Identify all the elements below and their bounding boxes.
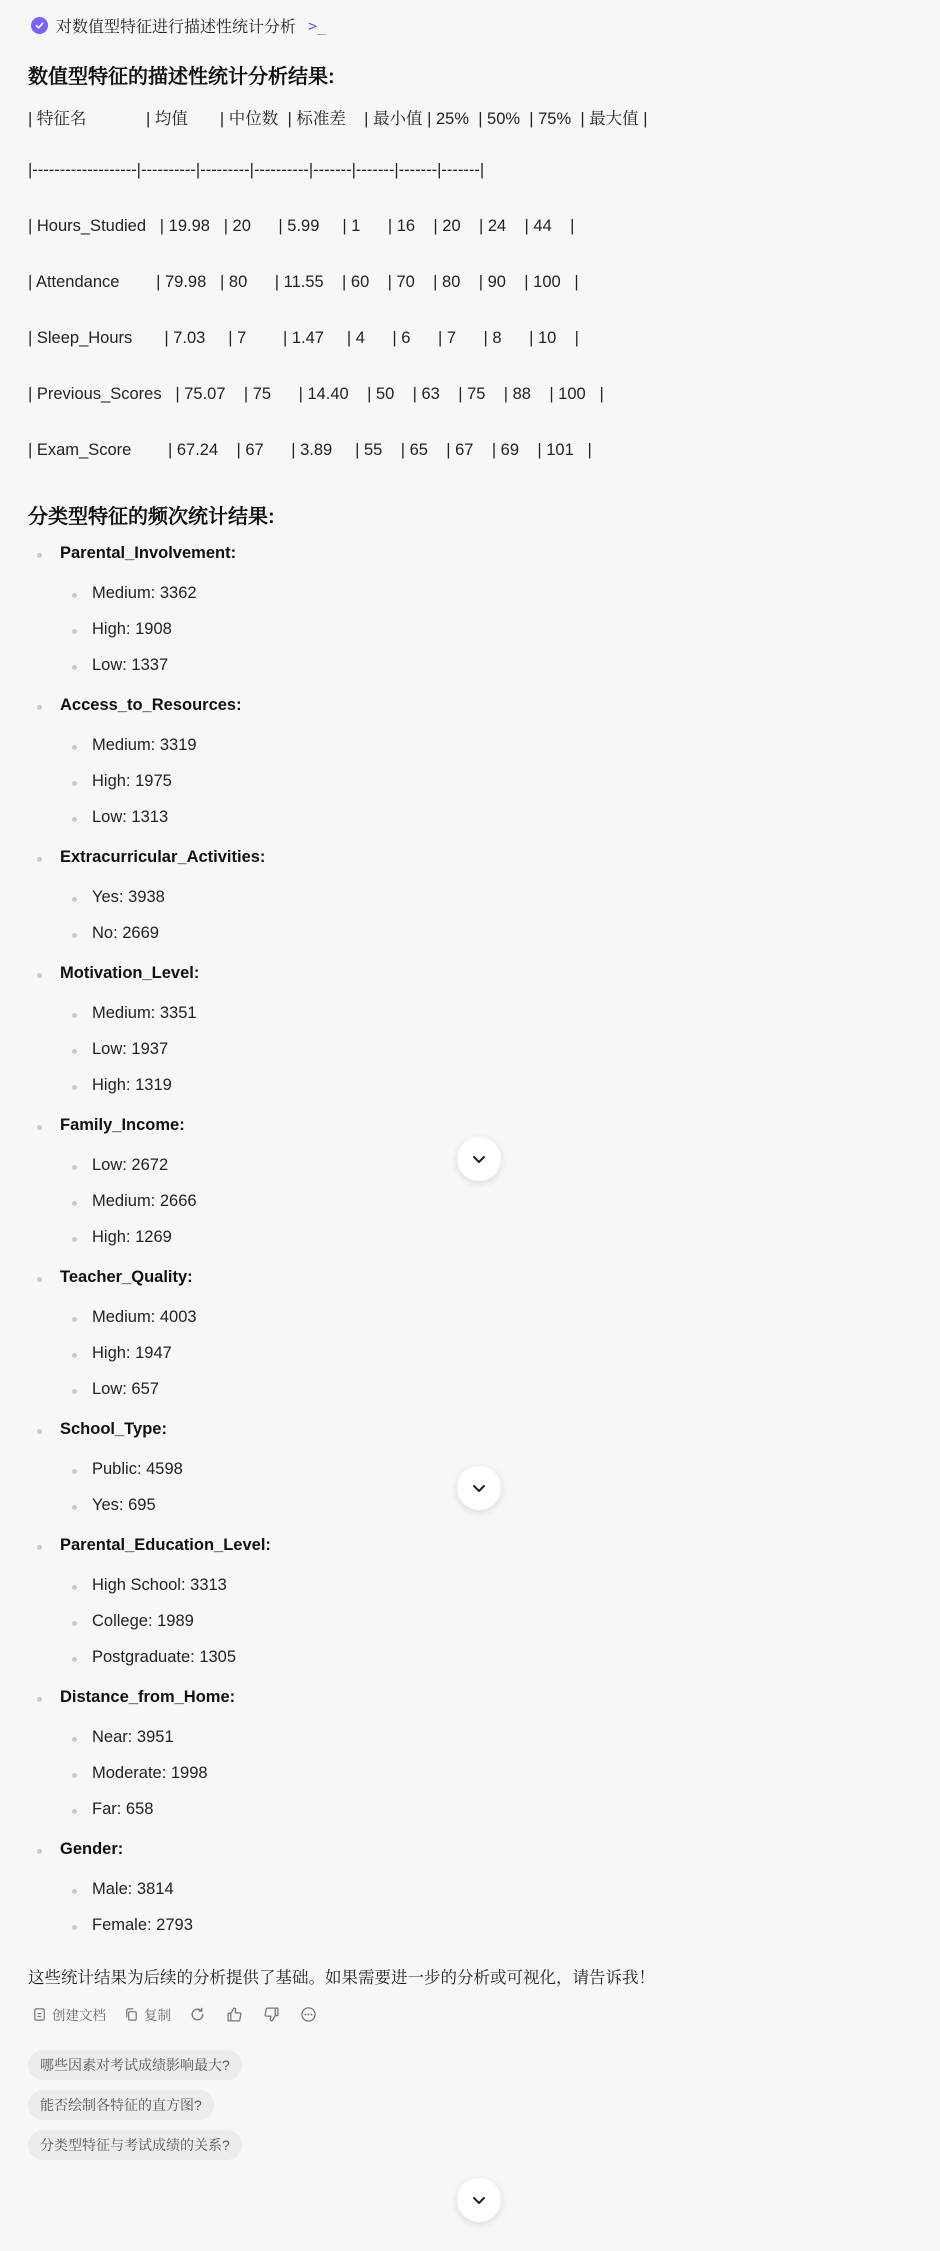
- tool-status-title: 对数值型特征进行描述性统计分析: [56, 19, 297, 36]
- thumbs-up-icon: [226, 2006, 243, 2023]
- thumbs-down-button[interactable]: [263, 2006, 280, 2023]
- category-name: Motivation_Level:: [60, 964, 200, 982]
- category-name: Gender:: [60, 1840, 124, 1858]
- tool-status[interactable]: [31, 14, 326, 37]
- bullet-dot: [72, 1773, 77, 1778]
- bullet-dot: [72, 1085, 77, 1090]
- category-name: School_Type:: [60, 1420, 167, 1438]
- create-doc-label: 创建文档: [52, 2008, 106, 2023]
- refresh-icon: [189, 2006, 206, 2023]
- table-line: | Exam_Score | 67.24 | 67 | 3.89 | 55 | 65 | 67 | 69 | 101 |: [28, 441, 592, 459]
- table-line: | 特征名 | 均值 | 中位数 | 标准差 | 最小值 | 25% | 50% | 75% | 最大值 |: [28, 110, 648, 128]
- chevron-down-icon: [470, 2191, 488, 2209]
- summary-text: 这些统计结果为后续的分析提供了基础。如果需要进一步的分析或可视化，请告诉我！: [28, 1969, 655, 1987]
- bullet-dot: [72, 665, 77, 670]
- bullet-dot: [37, 1849, 42, 1854]
- category-name: Family_Income:: [60, 1116, 185, 1134]
- category-value: Moderate: 1998: [92, 1764, 208, 1782]
- category-name: Distance_from_Home:: [60, 1688, 236, 1706]
- bullet-dot: [72, 1013, 77, 1018]
- table-line: |-------------------|----------|---------|----------|-------|-------|-------|-------|: [28, 161, 485, 179]
- bullet-dot: [72, 1353, 77, 1358]
- category-value: Low: 1937: [92, 1040, 169, 1058]
- category-value: High: 1319: [92, 1076, 172, 1094]
- suggestion-chip[interactable]: 能否绘制各特征的直方图?: [28, 2090, 214, 2120]
- bullet-dot: [72, 1165, 77, 1170]
- bullet-dot: [72, 897, 77, 902]
- regenerate-button[interactable]: [189, 2006, 206, 2023]
- bullet-dot: [37, 705, 42, 710]
- bullet-dot: [72, 1809, 77, 1814]
- category-value: Low: 1313: [92, 808, 169, 826]
- document-icon: [32, 2007, 47, 2022]
- category-value: Far: 658: [92, 1800, 154, 1818]
- category-value: Medium: 3351: [92, 1004, 197, 1022]
- copy-button[interactable]: [124, 2004, 171, 2024]
- category-value: College: 1989: [92, 1612, 194, 1630]
- category-value: High: 1947: [92, 1344, 172, 1362]
- table-line: | Hours_Studied | 19.98 | 20 | 5.99 | 1 | 16 | 20 | 24 | 44 |: [28, 217, 575, 235]
- bullet-dot: [72, 745, 77, 750]
- chevron-down-icon: [470, 1479, 488, 1497]
- bullet-dot: [72, 1237, 77, 1242]
- bullet-dot: [72, 1317, 77, 1322]
- bullet-dot: [72, 1621, 77, 1626]
- categorical-heading: 分类型特征的频次统计结果:: [28, 506, 275, 528]
- copy-icon: [124, 2007, 139, 2022]
- bullet-dot: [37, 1125, 42, 1130]
- chevron-down-icon: [470, 1150, 488, 1168]
- category-value: Near: 3951: [92, 1728, 174, 1746]
- category-value: Female: 2793: [92, 1916, 193, 1934]
- create-doc-button[interactable]: [32, 2004, 106, 2024]
- bullet-dot: [72, 1201, 77, 1206]
- bullet-dot: [72, 817, 77, 822]
- more-button[interactable]: [300, 2006, 317, 2023]
- thumbs-up-button[interactable]: [226, 2006, 243, 2023]
- numeric-heading: 数值型特征的描述性统计分析结果:: [28, 66, 335, 88]
- more-icon: [300, 2006, 317, 2023]
- category-name: Parental_Involvement:: [60, 544, 237, 562]
- bullet-dot: [72, 933, 77, 938]
- category-name: Parental_Education_Level:: [60, 1536, 271, 1554]
- category-value: High School: 3313: [92, 1576, 227, 1594]
- table-line: | Sleep_Hours | 7.03 | 7 | 1.47 | 4 | 6 | 7 | 8 | 10 |: [28, 329, 579, 347]
- category-value: Low: 2672: [92, 1156, 169, 1174]
- check-circle-icon: [31, 17, 48, 34]
- action-bar: [32, 2004, 337, 2024]
- category-value: Yes: 3938: [92, 888, 165, 906]
- category-value: Medium: 3362: [92, 584, 197, 602]
- bullet-dot: [37, 1277, 42, 1282]
- category-value: High: 1975: [92, 772, 172, 790]
- category-value: Postgraduate: 1305: [92, 1648, 237, 1666]
- category-name: Access_to_Resources:: [60, 696, 242, 714]
- category-value: Medium: 4003: [92, 1308, 197, 1326]
- category-name: Extracurricular_Activities:: [60, 848, 266, 866]
- bullet-dot: [72, 1657, 77, 1662]
- category-value: No: 2669: [92, 924, 159, 942]
- bullet-dot: [37, 973, 42, 978]
- bullet-dot: [37, 1697, 42, 1702]
- bullet-dot: [37, 1429, 42, 1434]
- bullet-dot: [72, 781, 77, 786]
- bullet-dot: [72, 593, 77, 598]
- bullet-dot: [72, 1389, 77, 1394]
- bullet-dot: [72, 1889, 77, 1894]
- copy-label: 复制: [144, 2008, 171, 2023]
- scroll-down-button[interactable]: [457, 1466, 501, 1510]
- bullet-dot: [37, 857, 42, 862]
- bullet-dot: [72, 629, 77, 634]
- category-name: Teacher_Quality:: [60, 1268, 193, 1286]
- category-value: High: 1269: [92, 1228, 172, 1246]
- bullet-dot: [72, 1505, 77, 1510]
- bullet-dot: [72, 1469, 77, 1474]
- table-line: | Previous_Scores | 75.07 | 75 | 14.40 | 50 | 63 | 75 | 88 | 100 |: [28, 385, 604, 403]
- suggestion-chip[interactable]: 分类型特征与考试成绩的关系?: [28, 2130, 242, 2160]
- scroll-to-bottom-button[interactable]: [457, 2178, 501, 2222]
- suggestion-chip[interactable]: 哪些因素对考试成绩影响最大?: [28, 2050, 242, 2080]
- bullet-dot: [72, 1737, 77, 1742]
- category-value: Medium: 3319: [92, 736, 197, 754]
- bullet-dot: [72, 1925, 77, 1930]
- category-value: Male: 3814: [92, 1880, 174, 1898]
- category-value: High: 1908: [92, 620, 172, 638]
- category-value: Low: 657: [92, 1380, 159, 1398]
- bullet-dot: [37, 553, 42, 558]
- category-value: Medium: 2666: [92, 1192, 197, 1210]
- terminal-icon[interactable]: >_: [308, 16, 327, 35]
- bullet-dot: [72, 1585, 77, 1590]
- category-value: Public: 4598: [92, 1460, 183, 1478]
- bullet-dot: [72, 1049, 77, 1054]
- scroll-down-button[interactable]: [457, 1137, 501, 1181]
- category-value: Low: 1337: [92, 656, 169, 674]
- bullet-dot: [37, 1545, 42, 1550]
- category-value: Yes: 695: [92, 1496, 156, 1514]
- table-line: | Attendance | 79.98 | 80 | 11.55 | 60 | 70 | 80 | 90 | 100 |: [28, 273, 579, 291]
- thumbs-down-icon: [263, 2006, 280, 2023]
